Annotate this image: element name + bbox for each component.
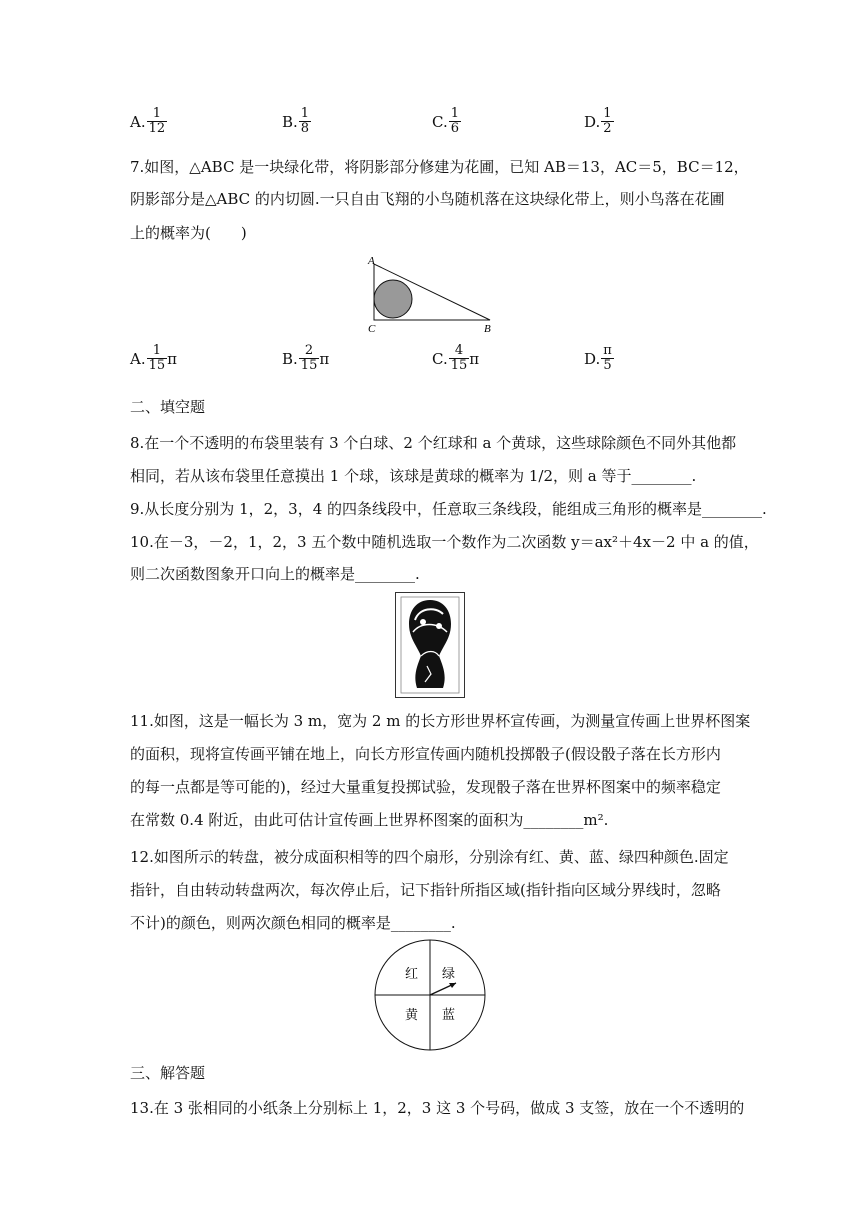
q11-line2: 的面积，现将宣传画平铺在地上，向长方形宣传画内随机投掷骰子(假设骰子落在长方形内 [130, 745, 721, 763]
q7-line3: 上的概率为( ) [130, 224, 247, 242]
q10-line2: 则二次函数图象开口向上的概率是________. [130, 565, 420, 583]
q8-line1: 8.在一个不透明的布袋里装有 3 个白球、2 个红球和 a 个黄球，这些球除颜色不同外其他都 [130, 434, 737, 452]
sector-blue-label: 蓝 [442, 1008, 456, 1023]
incircle [374, 280, 412, 318]
fraction: $\frac{1}{2}$ [603, 106, 612, 136]
q10-line1: 10.在－3，－2，1，2，3 五个数中随机选取一个数作为二次函数 y＝ax²＋4x－2 中 a 的值， [130, 533, 759, 551]
fraction: $\frac{1}{6}$ [450, 106, 459, 136]
sector-green-label: 绿 [442, 967, 456, 982]
vertex-b-label: B [484, 323, 491, 335]
q7-choice-a[interactable]: A. $\frac{1}{15}$ π [130, 343, 178, 373]
q12-line1: 12.如图所示的转盘，被分成面积相等的四个扇形，分别涂有红、黄、蓝、绿四种颜色.固定 [130, 848, 729, 866]
q9-text: 9.从长度分别为 1，2，3，4 的四条线段中，任意取三条线段，能组成三角形的概率是________. [130, 500, 767, 518]
q7-line2: 阴影部分是△ABC 的内切圆.一只自由飞翔的小鸟随机落在这块绿化带上，则小鸟落在花圃 [130, 190, 725, 208]
section-fill-in-heading: 二、填空题 [130, 398, 206, 416]
q7-choices [130, 344, 730, 384]
q11-line3: 的每一点都是等可能的)，经过大量重复投掷试验，发现骰子落在世界杯图案中的频率稳定 [130, 778, 721, 796]
spinner-wheel-figure [372, 937, 488, 1053]
q6-choice-c[interactable]: C. $\frac{1}{6}$ [432, 106, 459, 136]
world-cup-poster-figure [395, 592, 465, 698]
q7-line1: 7.如图，△ABC 是一块绿化带，将阴影部分修建为花圃，已知 AB＝13，AC＝5，BC＝12， [130, 158, 749, 176]
q12-line3: 不计)的颜色，则两次颜色相同的概率是________. [130, 914, 456, 932]
q6-choice-a[interactable]: A. $\frac{1}{12}$ [130, 106, 166, 136]
q8-line2: 相同，若从该布袋里任意摸出 1 个球，该球是黄球的概率为 1/2，则 a 等于________. [130, 467, 697, 485]
q12-line2: 指针，自由转动转盘两次，每次停止后，记下指针所指区域(指针指向区域分界线时，忽略 [130, 881, 721, 899]
sector-red-label: 红 [405, 967, 419, 982]
q6-choice-b[interactable]: B. $\frac{1}{8}$ [282, 106, 310, 136]
q11-line1: 11.如图，这是一幅长为 3 m，宽为 2 m 的长方形世界杯宣传画，为测量宣传画上世界杯图案 [130, 712, 751, 730]
section-solve-heading: 三、解答题 [130, 1064, 206, 1082]
vertex-c-label: C [368, 323, 376, 335]
q7-choice-d[interactable]: D. $\frac{\pi}{5}$ [584, 343, 612, 373]
fraction: $\frac{1}{12}$ [148, 106, 166, 136]
fraction: $\frac{1}{8}$ [300, 106, 310, 136]
q6-choices [130, 107, 730, 147]
q7-choice-b[interactable]: B. $\frac{2}{15}$ π [282, 343, 330, 373]
triangle-figure [362, 252, 502, 336]
q11-line4: 在常数 0.4 附近，由此可估计宣传画上世界杯图案的面积为________m². [130, 811, 609, 829]
vertex-a-label: A [368, 255, 375, 267]
q7-choice-c[interactable]: C. $\frac{4}{15}$ π [432, 343, 480, 373]
sector-yellow-label: 黄 [405, 1008, 419, 1023]
q13-line1: 13.在 3 张相同的小纸条上分别标上 1，2，3 这 3 个号码，做成 3 支签，放在一个不透明的 [130, 1099, 745, 1117]
q6-choice-d[interactable]: D. $\frac{1}{2}$ [584, 106, 612, 136]
